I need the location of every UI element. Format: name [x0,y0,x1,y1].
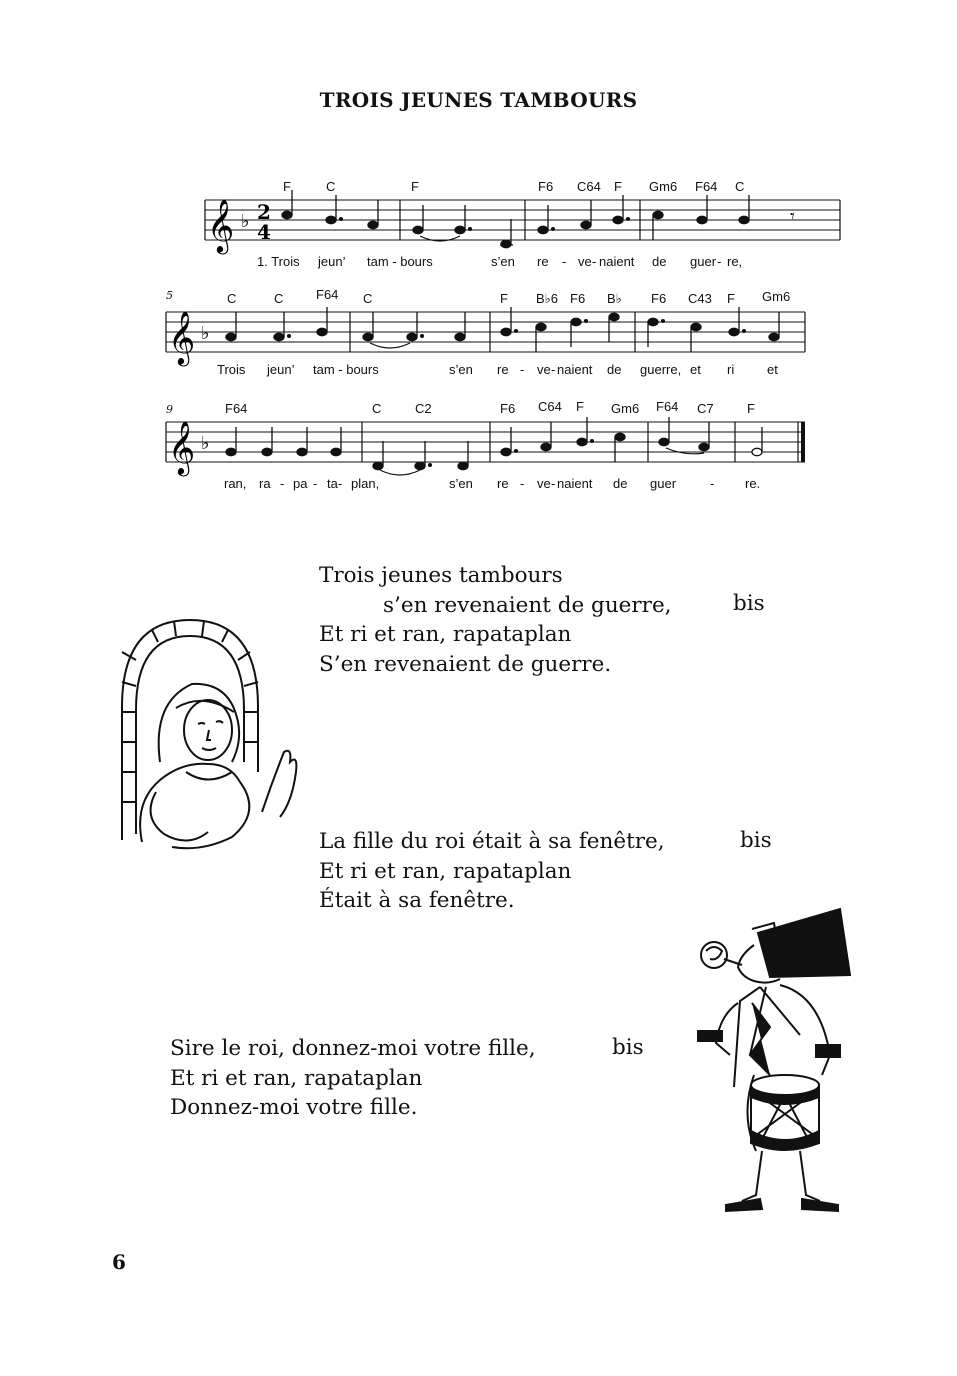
chord-label: F6 [538,179,554,194]
lyric-syllable: - [710,476,715,491]
verse-2 [319,827,665,916]
lyric-syllable: 1. Trois [257,254,300,269]
chord-label: F [747,401,755,416]
music-system-2 [0,282,957,392]
chord-label: Gm6 [649,179,678,194]
chord-label: F64 [656,399,679,414]
lyric-syllable: guer [650,476,677,491]
verse-line: Était à sa fenêtre. [319,888,515,913]
notes [226,307,779,352]
chord-label: F [614,179,622,194]
lyric-syllable: - [280,476,285,491]
lyric-syllable: et [690,362,701,377]
chord-label: F [283,179,291,194]
drummer-with-rose-illustration [690,905,860,1225]
chord-label: C [363,291,373,306]
chord-label: F [727,291,735,306]
treble-clef-icon: 𝄞 [168,420,196,474]
lyric-syllable: naient [557,476,593,491]
chord-label: C [274,291,284,306]
lyric-syllable: tam - bours [367,254,433,269]
chord-label: F64 [316,287,339,302]
chord-label: F64 [695,179,718,194]
lyric-syllable: tam - bours [313,362,379,377]
treble-clef-icon: 𝄞 [168,310,196,364]
treble-clef-icon: 𝄞 [207,198,235,252]
staff-system-2 [0,282,957,392]
flat-icon: ♭ [201,433,210,454]
verse-line: S’en revenaient de guerre. [319,651,612,677]
lyric-syllable: re [497,476,509,491]
chord-label: F6 [500,401,516,416]
lyric-syllable: ve [537,362,551,377]
lyric-syllable: re. [745,476,761,491]
lyric-syllable: guerre, [640,362,682,377]
lyric-syllable: ve [578,254,592,269]
chord-label: C [735,179,745,194]
flat-icon: ♭ [201,323,210,344]
verse-line: Et ri et ran, rapataplan [170,1065,423,1091]
chord-label: F6 [651,291,667,306]
lyric-syllable: ri [727,362,735,377]
slur [666,448,704,454]
chord-label: B♭6 [536,291,559,306]
chord-label: C2 [415,401,432,416]
lyric-syllable: re [497,362,509,377]
lyric-syllable: - [551,476,556,491]
verse-3 [170,1034,536,1123]
lyric-syllable: s’en [449,362,473,377]
slur [370,343,410,348]
flat-icon: ♭ [241,211,250,232]
chord-label: C [372,401,382,416]
verse-line: Donnez-moi votre fille. [170,1095,418,1120]
staff-lines [166,312,805,352]
lyric-syllable: - [562,254,567,269]
final-barline [801,422,805,462]
bis-marker: bis [740,828,772,853]
page-number: 6 [112,1250,126,1274]
staff-system-3 [0,396,957,506]
chord-label: C [227,291,237,306]
lyric-syllable: re, [727,254,743,269]
lyric-syllable: pa [293,476,308,491]
measure-number: 5 [166,289,173,302]
lyric-syllable: jeun’ [318,254,346,269]
chord-label: C43 [688,291,712,306]
lyric-syllable: - [313,476,318,491]
lyric-syllable: ta [327,476,338,491]
staff-system-1 [0,170,957,280]
chord-label: C [326,179,336,194]
chord-label: Gm6 [762,289,791,304]
lyric-syllable: - [338,476,343,491]
rest-icon: 𝄾 [790,206,795,227]
chord-label: B♭ [607,291,622,306]
slur [380,470,420,475]
verse-line: Et ri et ran, rapataplan [319,622,572,647]
bis-marker: bis [733,591,765,616]
chord-label: Gm6 [611,401,640,416]
verse-line: Sire le roi, donnez-moi votre fille, [170,1036,536,1061]
lyric-syllable: ve [537,476,551,491]
chord-label: F6 [570,291,586,306]
bis-marker: bis [612,1035,644,1060]
verse-1 [319,561,672,679]
notes [282,190,749,248]
verse-line: s’en revenaient de guerre, [383,592,672,618]
music-system-1 [0,170,957,280]
lyric-syllable: de [613,476,628,491]
lyric-syllable: de [652,254,667,269]
lyric-syllable: de [607,362,622,377]
lyric-syllable: - [592,254,597,269]
chord-label: F64 [225,401,248,416]
lyric-syllable: - [520,362,525,377]
music-system-3 [0,396,957,506]
chord-label: F [411,179,419,194]
lyric-syllable: jeun’ [267,362,295,377]
verse-line: Trois jeunes tambours [319,563,563,588]
chord-label: C64 [577,179,601,194]
lyric-syllable: - [520,476,525,491]
lyric-syllable: Trois [217,362,246,377]
lyric-syllable: - [551,362,556,377]
lyric-syllable: et [767,362,778,377]
princess-at-window-illustration [112,612,317,862]
lyric-syllable: plan, [351,476,380,491]
lyric-syllable: s’en [449,476,473,491]
time-signature-bottom: 4 [257,220,271,244]
chord-label: F [576,399,584,414]
chord-label: C64 [538,399,562,414]
lyric-syllable: ra [259,476,271,491]
lyric-syllable: - [717,254,722,269]
lyric-syllable: ran, [224,476,247,491]
time-signature-top: 2 [257,200,271,224]
lyric-syllable: re [537,254,549,269]
chord-label: C7 [697,401,714,416]
lyric-syllable: guer [690,254,717,269]
lyric-syllable: naient [557,362,593,377]
measure-number: 9 [166,403,173,416]
verse-line: La fille du roi était à sa fenêtre, [319,829,665,854]
lyric-syllable: naient [599,254,635,269]
song-title: TROIS JEUNES TAMBOURS [319,88,638,112]
chord-label: F [500,291,508,306]
lyric-syllable: s’en [491,254,515,269]
verse-line: Et ri et ran, rapataplan [319,858,572,884]
